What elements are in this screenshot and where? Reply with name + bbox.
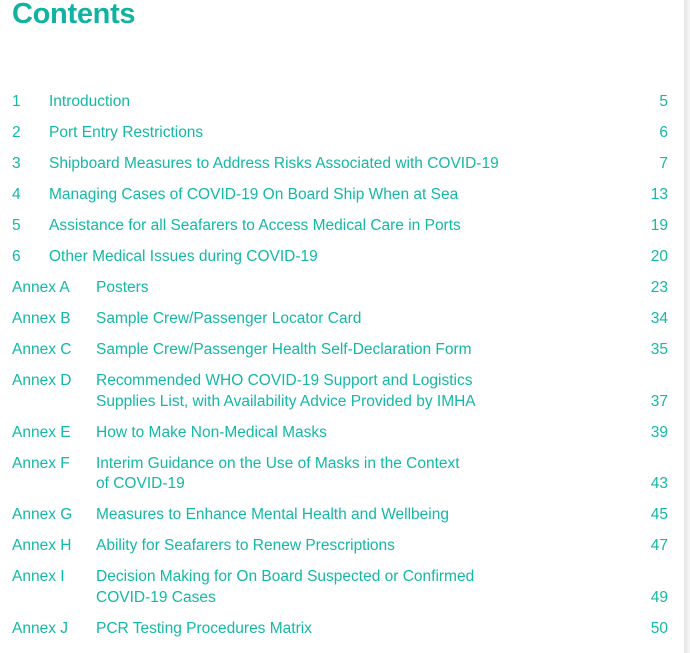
toc-entry-number: Annex F [12,454,70,472]
toc-entry-title: Assistance for all Seafarers to Access Medical Care in Ports [49,217,461,234]
toc-entry[interactable] [12,185,668,206]
toc-entry-number: Annex G [12,506,73,523]
toc-entry-title: Other Medical Issues during COVID-19 [49,248,318,265]
toc-entry-page: 49 [650,588,668,606]
toc-entry-page: 5 [659,93,668,110]
toc-entry[interactable] [12,154,668,175]
toc-entry-number: Annex E [12,423,71,441]
toc-entry-number: 5 [12,217,21,234]
toc-entry-page: 23 [650,279,668,296]
toc-entry[interactable] [12,92,668,113]
toc-entry-number: Annex D [12,372,72,389]
toc-entry-page: 20 [650,248,668,265]
toc-entry-page: 13 [650,186,668,203]
table-of-contents [12,92,668,639]
toc-entry-title: Port Entry Restrictions [49,124,204,141]
toc-entry[interactable] [12,216,668,237]
toc-entry-number: Annex A [12,279,70,296]
toc-entry-number: 3 [12,155,21,172]
toc-entry-page: 6 [659,124,668,141]
toc-entry-page: 39 [650,423,668,441]
toc-annex-entry[interactable] [12,423,668,444]
toc-annex-entry[interactable] [12,454,668,495]
toc-entry-number: 6 [12,248,21,265]
toc-entry-title: Decision Making for On Board Suspected or Confirmed COVID-19 Cases [96,568,475,606]
toc-entry-title: Interim Guidance on the Use of Masks in the Context of COVID-19 [96,454,460,492]
toc-entry-title: Shipboard Measures to Address Risks Associated with COVID-19 [49,155,499,172]
toc-entry-page: 19 [650,217,668,234]
toc-annex-entry[interactable] [12,278,668,299]
toc-entry-number: Annex H [12,537,72,554]
toc-entry-page: 7 [659,155,668,172]
toc-annex-entry[interactable] [12,309,668,330]
toc-entry-number: 1 [12,93,21,110]
toc-entry-number: Annex I [12,568,65,585]
toc-annex-entry[interactable] [12,536,668,557]
toc-annex-entry[interactable] [12,619,668,640]
toc-entry[interactable] [12,247,668,268]
toc-entry-page: 43 [650,475,668,492]
toc-entry-number: 2 [12,124,21,141]
page-title: Contents [12,0,136,30]
toc-entry-number: Annex J [12,619,69,637]
toc-entry-number: 4 [12,186,21,203]
toc-entry-page: 45 [650,506,668,523]
toc-entry-title: Introduction [49,93,130,110]
toc-entry-title: How to Make Non-Medical Masks [96,423,327,441]
toc-entry-number: Annex C [12,341,72,358]
toc-entry-page: 35 [650,341,668,358]
toc-entry-title: Recommended WHO COVID-19 Support and Logistics Supplies List, with Availability Advice Provided by IMHA [96,372,476,410]
toc-entry-title: PCR Testing Procedures Matrix [96,619,312,637]
toc-entry-title: Managing Cases of COVID-19 On Board Ship When at Sea [49,186,459,203]
toc-entry[interactable] [12,123,668,144]
toc-entry-page: 47 [650,537,668,554]
toc-entry-page: 37 [650,392,668,410]
toc-entry-title: Measures to Enhance Mental Health and Wellbeing [96,506,449,523]
toc-annex-entry[interactable] [12,505,668,526]
toc-entry-page: 50 [650,619,668,637]
page-edge [684,0,690,653]
toc-entry-number: Annex B [12,310,71,327]
toc-annex-entry[interactable] [12,567,668,608]
toc-entry-title: Posters [96,279,149,296]
toc-annex-entry[interactable] [12,371,668,412]
toc-entry-page: 34 [650,310,668,327]
toc-entry-title: Sample Crew/Passenger Locator Card [96,310,362,327]
toc-entry-title: Sample Crew/Passenger Health Self-Declaration Form [96,341,472,358]
toc-annex-entry[interactable] [12,340,668,361]
toc-entry-title: Ability for Seafarers to Renew Prescriptions [96,537,395,554]
